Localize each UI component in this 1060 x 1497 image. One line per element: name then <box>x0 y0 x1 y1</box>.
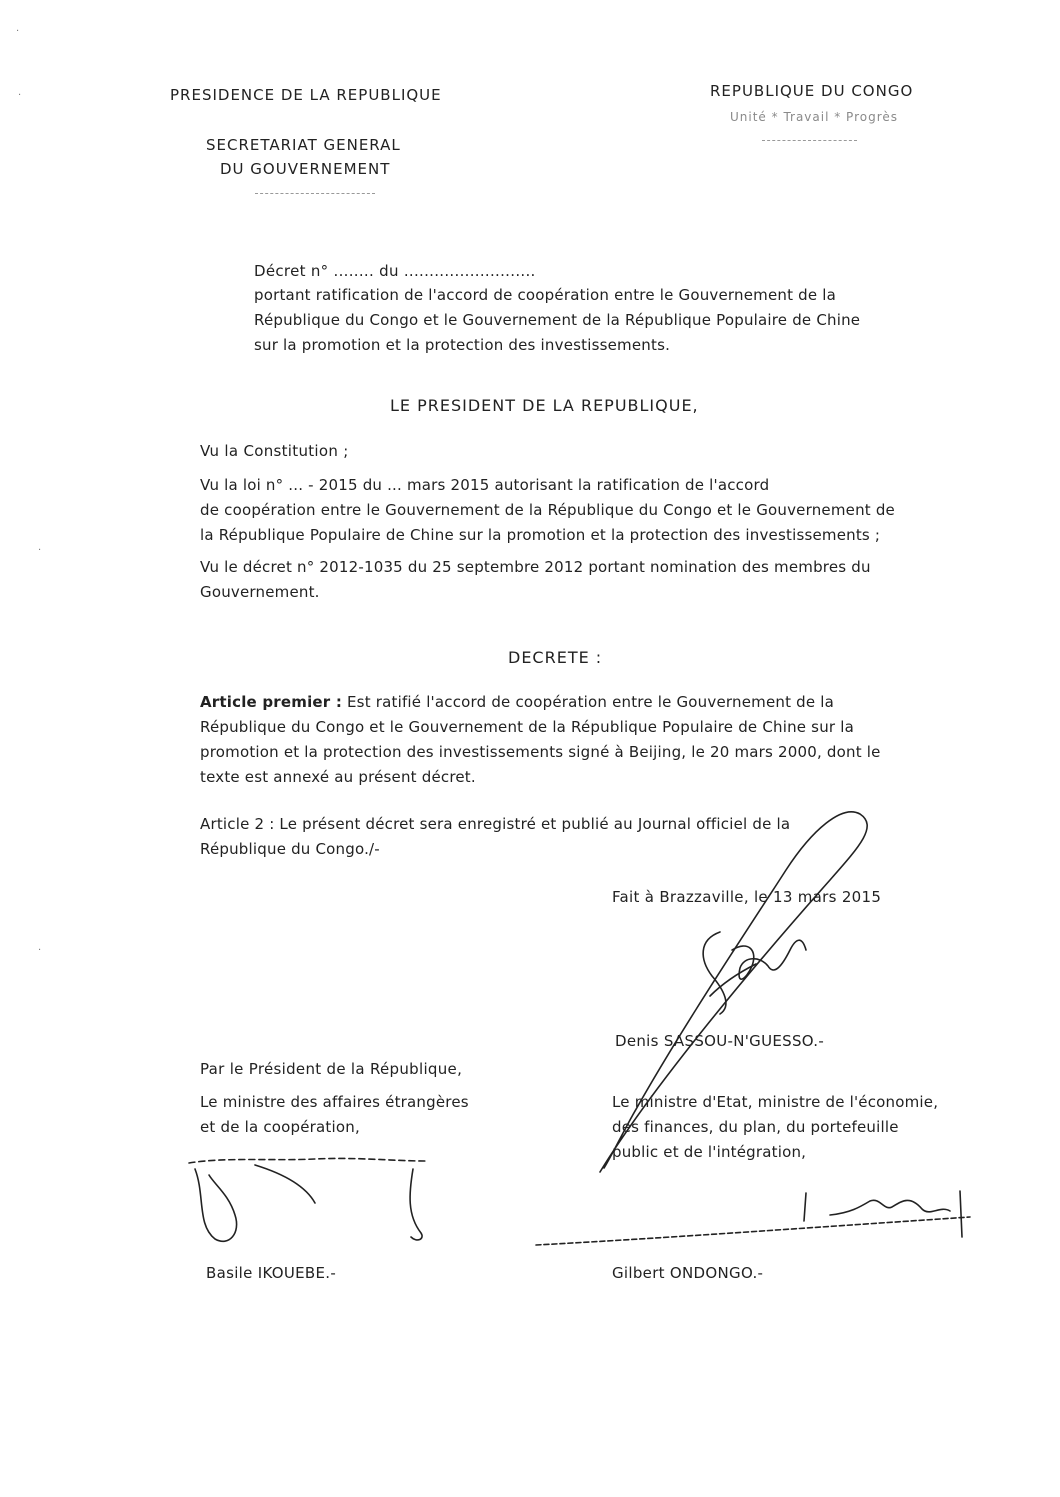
left-minister-title <box>200 1090 530 1140</box>
decree-number-line: Décret n° ........ du .......................... <box>254 262 536 280</box>
left-minister-line: Le ministre des affaires étrangères <box>200 1093 469 1111</box>
president-title: LE PRESIDENT DE LA REPUBLIQUE, <box>390 396 699 415</box>
decree-subject-line: sur la promotion et la protection des investissements. <box>254 336 671 354</box>
visa-loi-line: la République Populaire de Chine sur la promotion et la protection des investissements ; <box>200 526 881 544</box>
header-secretariat: SECRETARIAT GENERAL <box>206 136 401 154</box>
article-1 <box>200 690 910 790</box>
scan-speck: · <box>38 545 42 556</box>
decree-subject-line: portant ratification de l'accord de coopération entre le Gouvernement de la <box>254 286 837 304</box>
article-1-line: promotion et la protection des investissements signé à Beijing, le 20 mars 2000, dont le <box>200 743 881 761</box>
visa-loi-line: Vu la loi n° ... - 2015 du ... mars 2015 autorisant la ratification de l'accord <box>200 476 770 494</box>
right-minister-line: des finances, du plan, du portefeuille <box>612 1118 899 1136</box>
article-1-line: République du Congo et le Gouvernement de la République Populaire de Chine sur la <box>200 718 854 736</box>
decree-subject <box>254 283 904 358</box>
visa-loi-line: de coopération entre le Gouvernement de la République du Congo et le Gouvernement de <box>200 501 895 519</box>
article-1-line <box>200 690 910 715</box>
place-date: Fait à Brazzaville, le 13 mars 2015 <box>612 888 882 906</box>
left-minister-name: Basile IKOUEBE.- <box>206 1264 337 1282</box>
header-motto: Unité * Travail * Progrès <box>730 110 899 124</box>
right-minister-line: Le ministre d'Etat, ministre de l'économie, <box>612 1093 939 1111</box>
header-left-rule <box>255 193 375 194</box>
right-minister-signature <box>530 1185 980 1255</box>
visa-decret-line: Gouvernement. <box>200 583 320 601</box>
scan-speck: · <box>16 26 20 37</box>
article-2-line: République du Congo./- <box>200 840 380 858</box>
par-le-president: Par le Président de la République, <box>200 1060 463 1078</box>
president-name: Denis SASSOU-N'GUESSO.- <box>615 1032 825 1050</box>
right-minister-line: public et de l'intégration, <box>612 1143 807 1161</box>
header-republique: REPUBLIQUE DU CONGO <box>710 82 914 100</box>
header-gouvernement: DU GOUVERNEMENT <box>220 160 391 178</box>
article-1-line: texte est annexé au présent décret. <box>200 768 476 786</box>
article-1-text: Est ratifié l'accord de coopération entre le Gouvernement de la <box>342 693 835 711</box>
right-minister-title <box>612 1090 952 1165</box>
article-2-line: Article 2 : Le présent décret sera enregistré et publié au Journal officiel de la <box>200 815 791 833</box>
scan-speck: · <box>18 90 22 101</box>
left-minister-signature <box>185 1155 445 1255</box>
visa-loi <box>200 473 910 548</box>
visa-constitution: Vu la Constitution ; <box>200 442 349 460</box>
scan-speck: · <box>38 945 42 956</box>
article-1-label: Article premier : <box>200 693 343 711</box>
right-minister-name: Gilbert ONDONGO.- <box>612 1264 764 1282</box>
left-minister-line: et de la coopération, <box>200 1118 360 1136</box>
visa-decret <box>200 555 910 605</box>
header-right-rule <box>762 140 857 141</box>
decree-subject-line: République du Congo et le Gouvernement de la République Populaire de Chine <box>254 311 861 329</box>
header-presidence: PRESIDENCE DE LA REPUBLIQUE <box>170 86 442 104</box>
decrete-heading: DECRETE : <box>508 648 603 667</box>
visa-decret-line: Vu le décret n° 2012-1035 du 25 septembre 2012 portant nomination des membres du <box>200 558 871 576</box>
